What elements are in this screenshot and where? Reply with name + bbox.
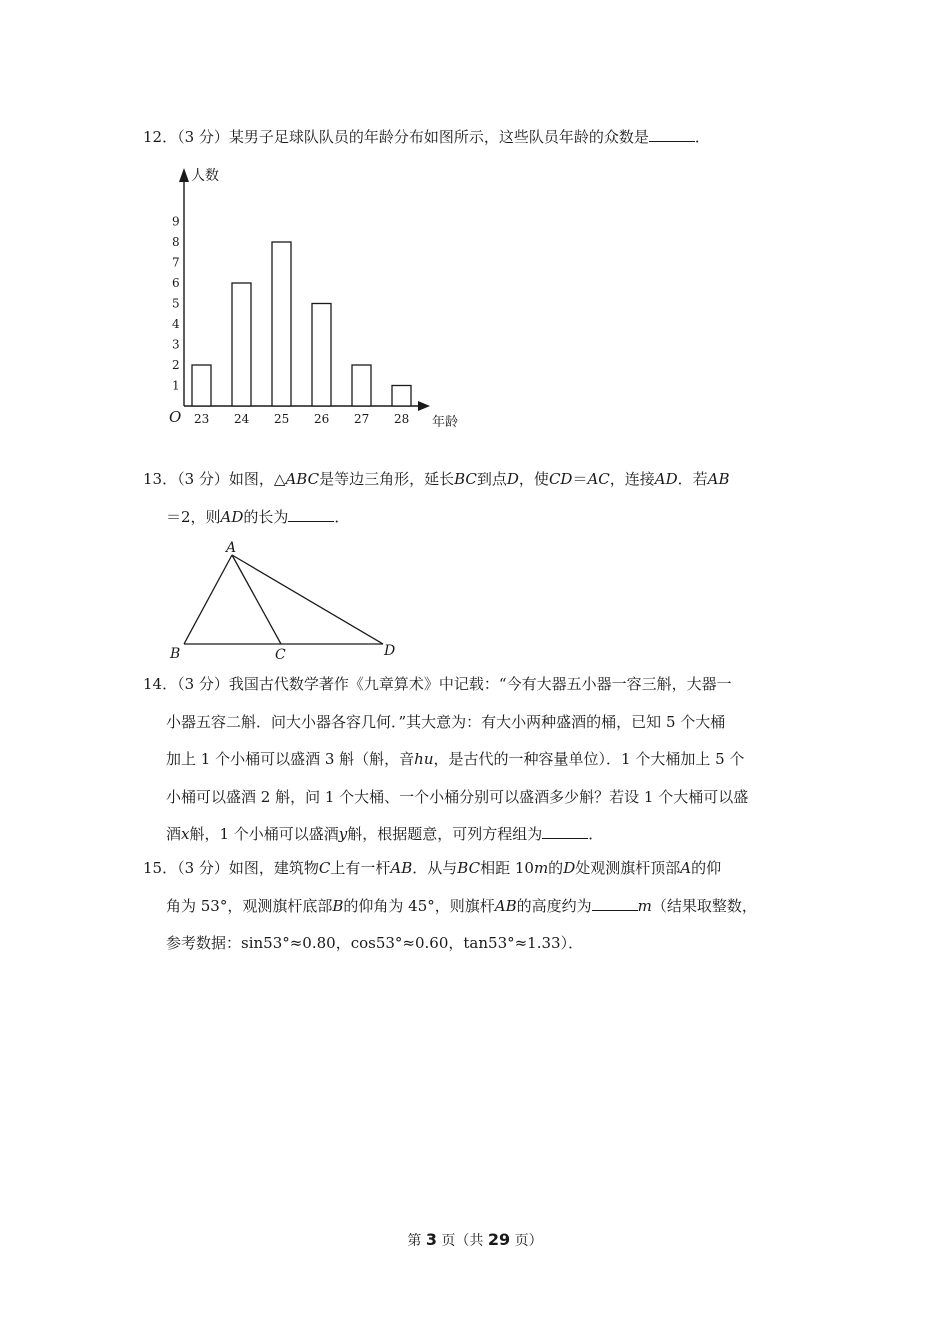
x-tick-label: 27 [354, 412, 370, 426]
point-b-label: B [170, 646, 181, 662]
point-c-label: C [275, 647, 286, 663]
y-tick-label: 6 [172, 276, 180, 290]
page-number: 3 [425, 1230, 437, 1249]
q15-line1: 15．（3 分）如图，建筑物C上有一杆AB．从与BC相距 10m的D处观测旗杆顶部A的仰 [143, 859, 722, 877]
answer-blank [592, 896, 638, 911]
q13-line2: ＝2，则AD的长为 ． [166, 508, 350, 526]
q12-text: 12．（3 分）某男子足球队队员的年龄分布如图所示，这些队员年龄的众数是 ． [143, 128, 710, 146]
y-tick-label: 2 [172, 358, 180, 372]
bar [272, 242, 291, 406]
q14-line3: 加上 1 个小桶可以盛酒 3 斛（斛，音hu，是古代的一种容量单位）．1 个大桶加上 5 个 [166, 750, 745, 768]
x-tick-label: 26 [314, 412, 330, 426]
page-footer: 第 3 页（共 29 页） [407, 1230, 543, 1249]
point-d-label: D [384, 643, 396, 659]
y-tick-label: 1 [172, 378, 180, 393]
q14-line1: 14．（3 分）我国古代数学著作《九章算术》中记载：“今有大器五小器一容三斛，大器一 [143, 675, 732, 693]
q13-line1: 13．（3 分）如图，△ABC是等边三角形，延长BC到点D，使CD＝AC，连接AD．若AB [143, 470, 730, 488]
age-bar-chart [160, 160, 470, 435]
y-tick-label: 5 [172, 296, 180, 311]
y-tick-label: 4 [172, 317, 180, 331]
x-axis-arrow [418, 401, 430, 411]
bar [232, 283, 251, 406]
x-tick-label: 25 [274, 412, 290, 426]
triangle-figure [160, 535, 410, 663]
answer-blank [649, 127, 695, 142]
q14-line5: 酒x斛，1 个小桶可以盛酒y斛，根据题意，可列方程组为 ． [166, 825, 604, 843]
segment-ab [184, 555, 232, 644]
q14-line4: 小桶可以盛酒 2 斛，问 1 个大桶、一个小桶分别可以盛酒多少斛？若设 1 个大桶可以盛 [166, 788, 749, 806]
answer-blank [542, 824, 588, 839]
q15-line2: 角为 53°，观测旗杆底部B的仰角为 45°，则旗杆AB的高度约为 m（结果取整数， [166, 897, 757, 915]
q15-line3: 参考数据：sin53°≈0.80，cos53°≈0.60，tan53°≈1.33）． [166, 934, 584, 952]
total-pages: 29 [487, 1230, 511, 1249]
answer-blank [288, 507, 334, 522]
bar [192, 365, 211, 406]
y-tick-label: 7 [172, 255, 180, 270]
y-tick-label: 8 [172, 235, 180, 249]
segment-ac [232, 555, 281, 644]
segment-ad [232, 555, 383, 644]
y-axis-arrow [179, 168, 189, 182]
x-tick-label: 23 [194, 412, 210, 426]
bar [352, 365, 371, 406]
bar [312, 304, 331, 407]
y-axis-label: 人数 [191, 168, 219, 184]
x-tick-label: 28 [394, 412, 410, 426]
x-axis-label: 年龄 [432, 415, 459, 430]
bar [392, 386, 411, 407]
q14-line2: 小器五容二斛．问大小器各容几何．”其大意为：有大小两种盛酒的桶，已知 5 个大桶 [166, 713, 726, 731]
y-tick-label: 9 [172, 214, 180, 229]
x-tick-label: 24 [234, 412, 250, 426]
y-tick-label: 3 [172, 337, 180, 352]
origin-label: O [169, 408, 182, 426]
point-a-label: A [226, 540, 237, 556]
